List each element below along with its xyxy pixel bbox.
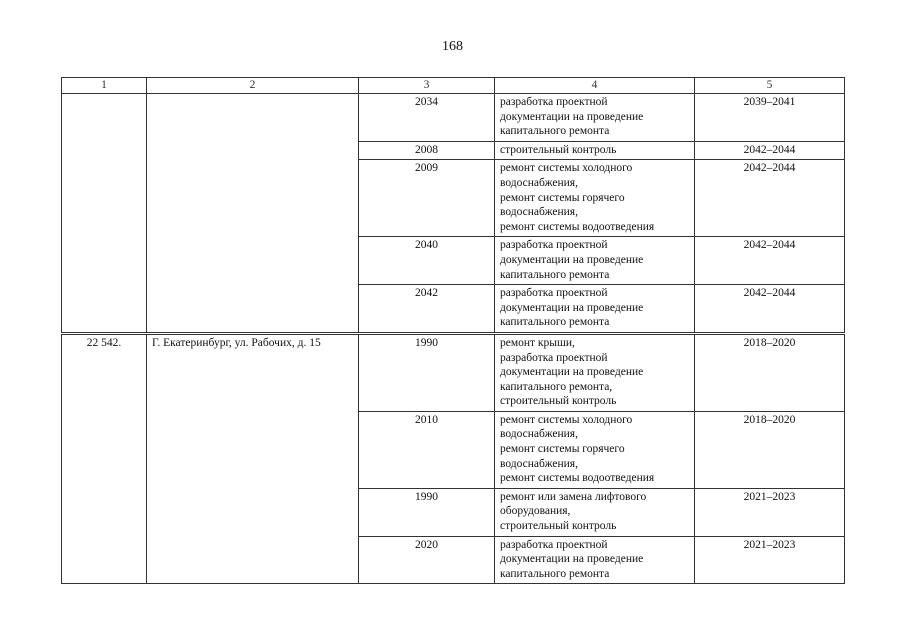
column-header: 5 [695,78,845,94]
table-header-row [62,78,845,94]
year-cell: 2020 [359,536,495,584]
works-cell [495,160,695,237]
works-cell [495,141,695,160]
year-cell: 2009 [359,160,495,237]
repair-schedule-table [61,77,845,584]
work-line: ремонт крыши, [500,336,575,349]
column-header: 4 [495,78,695,94]
work-line: водоснабжения, [500,206,578,219]
works-cell [495,411,695,488]
work-line: разработка проектной [500,96,608,108]
period-cell: 2042–2044 [695,141,845,160]
work-line: разработка проектной [500,239,608,252]
period-cell: 2042–2044 [695,285,845,333]
period-cell: 2042–2044 [695,237,845,285]
works-cell [495,285,695,333]
works-cell [495,536,695,584]
period-cell: 2018–2020 [695,334,845,411]
work-line: ремонт системы водоотведения [500,220,655,233]
work-line: ремонт или замена лифтового [500,490,647,503]
work-line: ремонт системы горячего [500,191,625,204]
period-cell: 2039–2041 [695,94,845,142]
column-header: 2 [147,78,359,94]
table-row [62,94,845,142]
work-line: капитального ремонта [500,316,610,329]
table-body [62,78,845,584]
work-line: оборудования, [500,505,571,518]
work-line: ремонт системы холодного [500,413,633,426]
address-cell: Г. Екатеринбург, ул. Рабочих, д. 15 [147,334,359,584]
year-cell: 2042 [359,285,495,333]
work-line: ремонт системы горячего [500,443,625,456]
period-cell: 2042–2044 [695,160,845,237]
work-line: строительный контроль [500,395,617,408]
work-line: капитального ремонта [500,567,610,580]
work-line: документации на проведение [500,553,644,566]
column-header: 1 [62,78,147,94]
year-cell: 2034 [359,94,495,142]
work-line: строительный контроль [500,520,617,533]
work-line: разработка проектной [500,351,608,364]
work-line: документации на проведение [500,301,644,314]
work-line: водоснабжения, [500,428,578,441]
period-cell: 2021–2023 [695,488,845,536]
work-line: документации на проведение [500,253,644,266]
work-line: водоснабжения, [500,176,578,189]
works-cell [495,334,695,411]
building-number-cell [62,94,147,333]
work-line: ремонт системы холодного [500,162,633,175]
works-cell [495,237,695,285]
work-line: капитального ремонта, [500,380,613,393]
work-line: документации на проведение [500,366,644,379]
page-number: 168 [442,39,463,54]
work-line: строительный контроль [500,143,617,156]
table-row [62,334,845,411]
work-line: разработка проектной [500,287,608,300]
work-line: капитального ремонта [500,125,610,138]
year-cell: 1990 [359,334,495,411]
address-cell [147,94,359,333]
period-cell: 2021–2023 [695,536,845,584]
works-cell [495,488,695,536]
work-line: капитального ремонта [500,268,610,281]
column-header: 3 [359,78,495,94]
year-cell: 2008 [359,141,495,160]
work-line: водоснабжения, [500,457,578,470]
year-cell: 2040 [359,237,495,285]
work-line: разработка проектной [500,538,608,551]
building-number-cell: 22 542. [62,334,147,584]
works-cell [495,94,695,142]
year-cell: 1990 [359,488,495,536]
period-cell: 2018–2020 [695,411,845,488]
work-line: документации на проведение [500,110,644,123]
year-cell: 2010 [359,411,495,488]
work-line: ремонт системы водоотведения [500,472,655,485]
